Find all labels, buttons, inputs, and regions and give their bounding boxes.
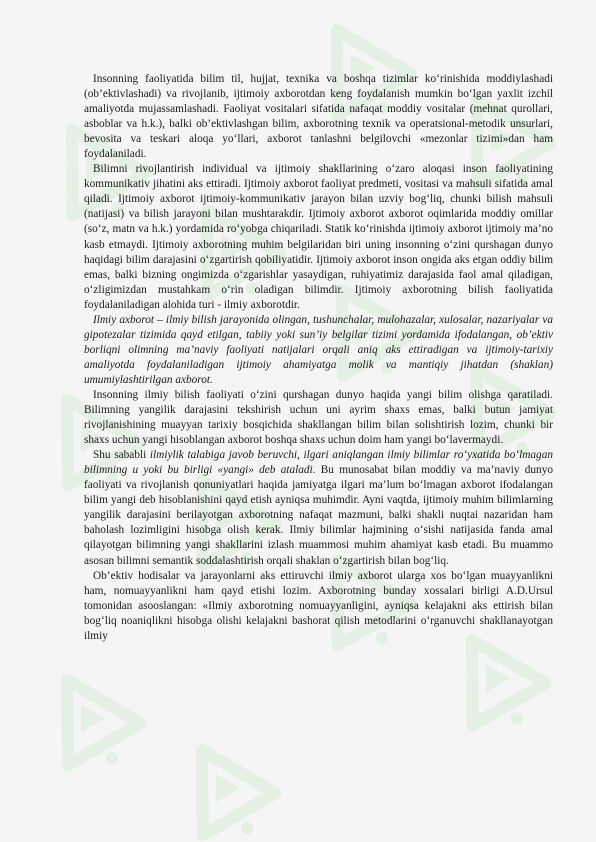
paragraph: [84, 313, 553, 388]
italic-text: Ilmiy axborot – ilmiy bilish jarayonida olingan, tushunchalar, mulohazalar, xulosalar, nazariyalar va gipotezalar tizimida qayd etilgan, tabiiy yoki sun’iy belgilar tizimi yordamida ifodalangan, ob’ektiv borliqni olimning ma’naviy faoliyati natijalari orqali aniq aks ettiradigan va ijtimoiy-tarixiy amaliyotda foydalaniladigan ijtimoiy ahamiyatga molik va mantiqiy jihatdan (shaklan) umumiylashtirilgan axborot.: [84, 313, 553, 386]
green-triangle-logo-watermark: [166, 729, 287, 842]
paragraph: [84, 569, 553, 644]
green-triangle-logo-watermark: [31, 659, 152, 784]
text-run: Insonning ilmiy bilish faoliyati o‘zini qurshagan dunyo haqida yangi bilim olishga qaratiladi. Bilimning yangilik darajasini tekshirish uchun uni ayrim shaxs emas, balki butun jamiyat rivojlanishining muayyan tarixiy bosqichida shakllangan bilim bilan solishtirish lozim, chunki bir shaxs uchun yangi hisoblangan axborot boshqa shaxs uchun doim ham yangi bo‘lavermaydi.: [84, 388, 553, 447]
text-run: Bu munosabat bilan moddiy va ma’naviy dunyo faoliyati va rivojlanish qonuniyatlari haqida jamiyatga ilgari ma’lum bo‘lmagan axborot ifodalangan bilim yangi deb hisoblanishini qayd etish ayniqsa muhimdir. Ayni vaqtda, ijtimoiy muhim bilimlarning yangilik darajasini berilayotgan axborotning nafaqat mazmuni, balki shakli nuqtai nazaridan ham baholash lozimligini hisobga olish kerak. Ilmiy bilimlar hajmining o‘sishi natijasida fanda amal qilayotgan bilimning yangi shakllarini izlash muammosi muhim ahamiyat kasb etadi. Bu muammo asosan bilimni semantik soddalashtirish orqali shaklan o‘zgartirish bilan bog‘liq.: [84, 464, 554, 567]
text-run: Bilimni rivojlantirish individual va ijtimoiy shakllarining o‘zaro aloqasi inson faoliyatining kommunikativ jihatini aks ettiradi. Ijtimoiy axborot faoliyat predmeti, vositasi va mahsuli sifatida amal qiladi. Ijtimoiy axborot ijtimoiy-kommunikativ jarayon bilan uzviy bog‘liq, chunki bilish mahsuli (natijasi) va bilish jarayoni bilan mushtarakdir. Ijtimoiy axborot axborot oqimlarida moddiy omillar (so‘z, matn va h.k.) yordamida ro‘yobga chiqariladi. Statik ko‘rinishda ijtimoiy axborot ijtimoiy ma’no kasb etmaydi. Ijtimoiy axborotning muhim belgilaridan biri uning insonning o‘zini qurshagan dunyo haqidagi bilim darajasini o‘zgartirish qobiliyatidir. Ijtimoiy axborot inson ongida aks etgan oddiy bilim emas, balki bizning ongimizda o‘zgarishlar yasaydigan, ruhiyatimiz darajasida faol amal qiladigan, o‘zligimizdan mustahkam o‘rin oladigan bilimdir. Ijtimoiy axborotning bilish faoliyatida foydalaniladigan alohida turi - ilmiy axborotdir.: [84, 163, 553, 311]
paragraph: [84, 162, 553, 312]
document-body: [84, 72, 553, 644]
paragraph: [84, 388, 553, 448]
text-run: Shu sababli: [93, 449, 150, 462]
text-run: Ob’ektiv hodisalar va jarayonlarni aks ettiruvchi ilmiy axborot ularga xos bo‘lgan muayyanlikni ham, nomuayyanlikni ham qayd etishi lozim. Axborotning bunday xossalari birligi A.D.Ursul tomonidan asooslangan: «Ilmiy axborotning nomuayyanligini, ayniqsa kelajakni aks ettirish bilan bog‘liq noaniqlikni hisobga olishi kelajakni bashorat qilish metodlarini o‘rganuvchi shakllanayotgan ilmiy: [84, 569, 553, 642]
paragraph: [84, 448, 553, 568]
text-run: Insonning faoliyatida bilim til, hujjat, texnika va boshqa tizimlar ko‘rinishida moddiylashadi (ob’ektivlashadi) va rivojlanib, ijtimoiy axborotdan keng foydalanish mumkin bo‘lgan yaxlit izchil amaliyotda mujassamlashadi. Faoliyat vositalari sifatida nafaqat moddiy vositalar (mehnat qurollari, asboblar va h.k.), balki ob’ektivlashgan bilim, axborotning texnik va operatsional-metodik unsurlari, bevosita va teskari aloqa yo‘llari, axborot tanlashni belgilovchi «mezonlar tizimi»dan ham foydalaniladi.: [84, 73, 553, 161]
italic-text: ilmiylik talabiga javob beruvchi, ilgari aniqlangan ilmiy bilimlar ro‘yxatida bo‘lmagan bilimning u yoki bu birligi «yangi» deb ataladi.: [84, 449, 553, 477]
paragraph: [84, 72, 553, 162]
